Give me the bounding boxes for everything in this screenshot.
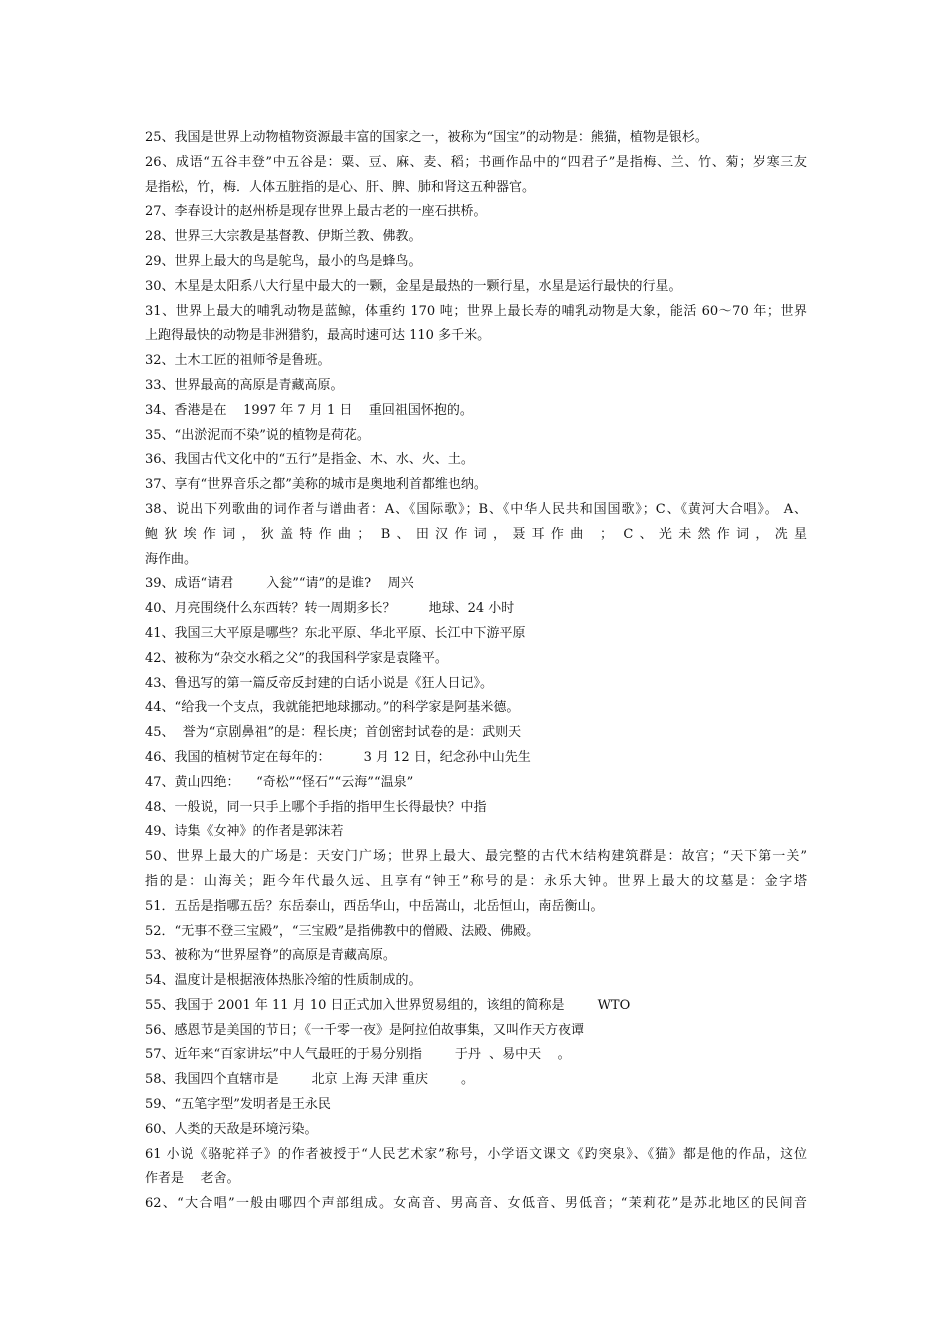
text-line: 46、我国的植树节定在每年的： 3 月 12 日，纪念孙中山先生 bbox=[145, 749, 531, 765]
text-line: 指的是：山海关；距今年代最久远、且享有“钟王”称号的是：永乐大钟。世界上最大的坟墓是：金字塔 bbox=[145, 873, 807, 889]
text-line: 43、鲁迅写的第一篇反帝反封建的白话小说是《狂人日记》。 bbox=[145, 675, 494, 691]
text-line: 35、“出淤泥而不染”说的植物是荷花。 bbox=[145, 427, 370, 443]
text-line: 38、说出下列歌曲的词作者与谱曲者：A、《国际歌》；B、《中华人民共和国国歌》；C、《黄河大合唱》。 A、 bbox=[145, 501, 807, 517]
text-line: 61 小说《骆驼祥子》的作者被授于“人民艺术家”称号，小学语文课文《趵突泉》、《猫》都是他的作品，这位 bbox=[145, 1146, 807, 1162]
text-line: 57、近年来“百家讲坛”中人气最旺的于易分别指 于丹 、易中天 。 bbox=[145, 1047, 571, 1063]
text-line: 29、世界上最大的鸟是鸵鸟，最小的鸟是蜂鸟。 bbox=[145, 253, 422, 269]
text-line: 51．五岳是指哪五岳？东岳泰山，西岳华山，中岳嵩山，北岳恒山，南岳衡山。 bbox=[145, 898, 604, 914]
text-line: 作者是 老舍。 bbox=[145, 1171, 240, 1187]
text-line: 28、世界三大宗教是基督教、伊斯兰教、佛教。 bbox=[145, 229, 422, 245]
text-line: 49、诗集《女神》的作者是郭沫若 bbox=[145, 824, 344, 840]
text-line: 60、人类的天敌是环境污染。 bbox=[145, 1121, 318, 1137]
text-line: 54、温度计是根据液体热胀冷缩的性质制成的。 bbox=[145, 973, 422, 989]
text-line: 50、世界上最大的广场是：天安门广场；世界上最大、最完整的古代木结构建筑群是：故宫；“天下第一关” bbox=[145, 849, 807, 865]
text-line: 44、“给我一个支点，我就能把地球挪动。”的科学家是阿基米德。 bbox=[145, 700, 520, 716]
text-line: 42、被称为“杂交水稻之父”的我国科学家是袁隆平。 bbox=[145, 650, 448, 666]
text-line: 是指松，竹，梅．人体五脏指的是心、肝、脾、肺和肾这五种器官。 bbox=[145, 179, 536, 195]
text-line: 39、成语“请君 入瓮”“请”的是谁? 周兴 bbox=[145, 576, 414, 592]
text-line: 41、我国三大平原是哪些？东北平原、华北平原、长江中下游平原 bbox=[145, 625, 526, 641]
text-line: 58、我国四个直辖市是 北京 上海 天津 重庆 。 bbox=[145, 1072, 475, 1088]
text-line: 52．“无事不登三宝殿”，“三宝殿”是指佛教中的僧殿、法殿、佛殿。 bbox=[145, 923, 540, 939]
text-line: 55、我国于 2001 年 11 月 10 日正式加入世界贸易组的，该组的简称是 WTO bbox=[145, 997, 631, 1013]
text-line: 33、世界最高的高原是青藏高原。 bbox=[145, 377, 344, 393]
text-line: 海作曲。 bbox=[145, 551, 198, 567]
text-line: 37、享有“世界音乐之都”美称的城市是奥地利首都维也纳。 bbox=[145, 477, 487, 493]
text-line: 31、世界上最大的哺乳动物是蓝鲸，体重约 170 吨；世界上最长寿的哺乳动物是大象，能活 60～70 年；世界 bbox=[145, 303, 807, 319]
text-line: 上跑得最快的动物是非洲猎豹，最高时速可达 110 多千米。 bbox=[145, 328, 491, 344]
text-line: 30、木星是太阳系八大行星中最大的一颗，金星是最热的一颗行星，水星是运行最快的行星。 bbox=[145, 278, 682, 294]
text-line: 26、成语“五谷丰登”中五谷是：粟、豆、麻、麦、稻；书画作品中的“四君子”是指梅、兰、竹、菊；岁寒三友 bbox=[145, 154, 807, 170]
text-line: 56、感恩节是美国的节日；《一千零一夜》是阿拉伯故事集，又叫作天方夜谭 bbox=[145, 1022, 585, 1038]
text-line: 27、李春设计的赵州桥是现存世界上最古老的一座石拱桥。 bbox=[145, 204, 487, 220]
text-line: 36、我国古代文化中的“五行”是指金、木、水、火、土。 bbox=[145, 452, 474, 468]
text-line: 47、黄山四绝： “奇松”“怪石”“云海”“温泉” bbox=[145, 774, 414, 790]
text-line: 25、我国是世界上动物植物资源最丰富的国家之一，被称为“国宝”的动物是：熊猫，植物是银杉。 bbox=[145, 130, 708, 145]
document-body bbox=[145, 126, 807, 1217]
text-line: 53、被称为“世界屋脊”的高原是青藏高原。 bbox=[145, 948, 396, 964]
text-line: 48、一般说，同一只手上哪个手指的指甲生长得最快？中指 bbox=[145, 799, 487, 815]
text-line: 鲍狄埃作词，狄盖特作曲； B、田汉作词，聂耳作曲 ； C、光未然作词，冼星 bbox=[145, 526, 807, 542]
text-line: 59、“五笔字型”发明者是王永民 bbox=[145, 1097, 331, 1113]
text-line: 32、土木工匠的祖师爷是鲁班。 bbox=[145, 353, 331, 369]
text-line: 40、月亮围绕什么东西转？转一周期多长？ 地球、24 小时 bbox=[145, 601, 515, 617]
text-line: 45、 誉为“京剧鼻祖”的是：程长庚；首创密封试卷的是：武则天 bbox=[145, 725, 522, 741]
text-line: 62、“大合唱”一般由哪四个声部组成。女高音、男高音、女低音、男低音；“茉莉花”是苏北地区的民间音 bbox=[145, 1196, 807, 1212]
text-line: 34、香港是在 1997 年 7 月 1 日 重回祖国怀抱的。 bbox=[145, 402, 473, 418]
